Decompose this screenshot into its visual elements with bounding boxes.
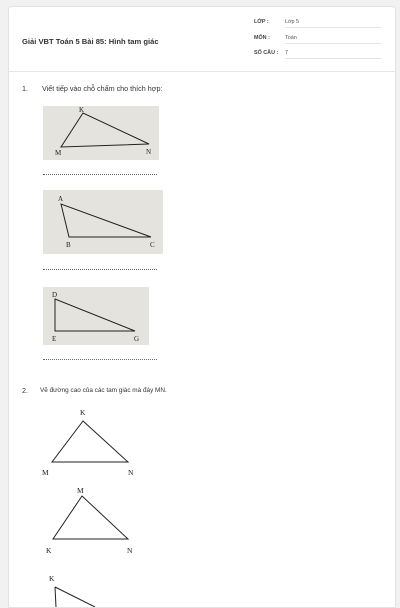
worksheet-header xyxy=(9,7,395,72)
question-count-value: 7 xyxy=(285,50,381,59)
triangle-kmn-photo xyxy=(43,106,159,160)
question-2-number: 2. xyxy=(22,386,28,395)
vertex-label: K xyxy=(79,106,85,114)
answer-blank-3[interactable] xyxy=(43,359,157,360)
vertex-label: K xyxy=(49,574,55,583)
class-label: LỚP : xyxy=(254,19,269,25)
vertex-label: C xyxy=(150,241,155,249)
vertex-label: N xyxy=(127,546,133,555)
answer-blank-1[interactable] xyxy=(43,174,157,175)
vertex-label: D xyxy=(52,291,58,299)
triangle-kmn-figure xyxy=(39,405,149,481)
triangle-mkn-figure xyxy=(39,483,149,563)
answer-blank-2[interactable] xyxy=(43,269,157,270)
vertex-label: N xyxy=(146,148,152,156)
vertex-label: A xyxy=(58,195,64,203)
subject-label: MÔN : xyxy=(254,35,270,41)
vertex-label: N xyxy=(128,468,134,477)
triangle-deg-photo xyxy=(43,287,149,345)
subject-value: Toán xyxy=(285,35,381,44)
vertex-label: G xyxy=(134,335,140,343)
question-count-label: SỐ CÂU : xyxy=(254,50,279,56)
question-2-text: Vẽ đường cao của các tam giác mà đáy MN. xyxy=(40,387,167,394)
vertex-label: M xyxy=(42,468,49,477)
worksheet-page xyxy=(8,6,396,608)
triangle-partial-figure xyxy=(39,567,149,607)
vertex-label: B xyxy=(66,241,71,249)
vertex-label: M xyxy=(77,486,84,495)
vertex-label: M xyxy=(55,149,62,157)
triangle-abc-photo xyxy=(43,190,163,254)
page-title: Giải VBT Toán 5 Bài 85: Hình tam giác xyxy=(22,37,159,46)
class-value: Lớp 5 xyxy=(285,19,381,28)
question-1-text: Viết tiếp vào chỗ chấm cho thích hợp: xyxy=(42,84,163,93)
vertex-label: K xyxy=(80,408,86,417)
vertex-label: K xyxy=(46,546,52,555)
vertex-label: E xyxy=(52,335,57,343)
question-1-number: 1. xyxy=(22,84,28,93)
